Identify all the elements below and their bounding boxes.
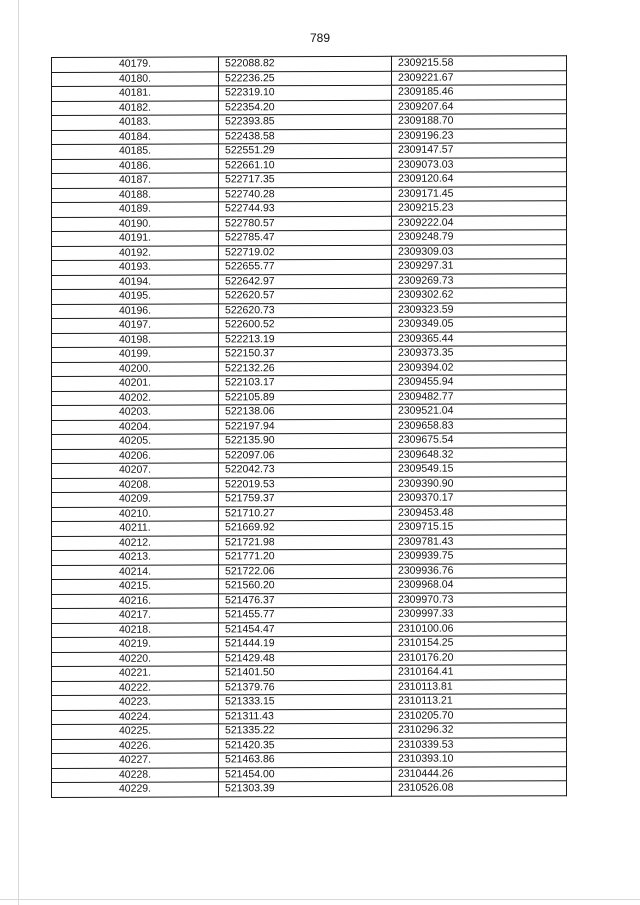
northing-cell: 2309215.23 [392, 201, 567, 216]
northing-cell: 2309373.35 [392, 346, 567, 361]
easting-cell: 522740.28 [219, 187, 392, 202]
point-number-cell: 40216. [52, 593, 219, 608]
northing-cell: 2309215.58 [392, 56, 567, 71]
northing-cell: 2309482.77 [392, 389, 567, 404]
point-number-cell: 40202. [52, 390, 219, 405]
easting-cell: 522042.73 [219, 462, 392, 477]
easting-cell: 521444.19 [219, 636, 392, 651]
northing-cell: 2309997.33 [392, 607, 567, 622]
easting-cell: 522744.93 [219, 201, 392, 216]
easting-cell: 521455.77 [219, 607, 392, 622]
easting-cell: 521722.06 [219, 564, 392, 579]
easting-cell: 521303.39 [219, 781, 392, 796]
point-number-cell: 40201. [52, 376, 219, 391]
northing-cell: 2310164.41 [392, 665, 567, 680]
northing-cell: 2309549.15 [392, 462, 567, 477]
northing-cell: 2309936.76 [392, 563, 567, 578]
easting-cell: 522717.35 [219, 172, 392, 187]
easting-cell: 522642.97 [219, 274, 392, 289]
easting-cell: 522135.90 [219, 433, 392, 448]
point-number-cell: 40183. [52, 115, 219, 130]
easting-cell: 522103.17 [219, 375, 392, 390]
easting-cell: 522105.89 [219, 390, 392, 405]
easting-cell: 522393.85 [219, 114, 392, 129]
easting-cell: 521420.35 [219, 738, 392, 753]
easting-cell: 521721.98 [219, 535, 392, 550]
point-number-cell: 40194. [52, 274, 219, 289]
point-number-cell: 40213. [52, 550, 219, 565]
northing-cell: 2310296.32 [392, 723, 567, 738]
point-number-cell: 40221. [52, 666, 219, 681]
northing-cell: 2309968.04 [392, 578, 567, 593]
point-number-cell: 40200. [52, 361, 219, 376]
point-number-cell: 40220. [52, 651, 219, 666]
northing-cell: 2309207.64 [392, 99, 567, 114]
scan-edge-left [18, 0, 19, 905]
northing-cell: 2309188.70 [392, 114, 567, 129]
northing-cell: 2309297.31 [392, 259, 567, 274]
scan-edge-bottom [0, 899, 640, 900]
easting-cell: 522132.26 [219, 361, 392, 376]
northing-cell: 2309073.03 [392, 157, 567, 172]
northing-cell: 2309196.23 [392, 128, 567, 143]
point-number-cell: 40192. [52, 245, 219, 260]
easting-cell: 521463.86 [219, 752, 392, 767]
easting-cell: 522780.57 [219, 216, 392, 231]
northing-cell: 2310113.81 [392, 679, 567, 694]
easting-cell: 521560.20 [219, 578, 392, 593]
northing-cell: 2309715.15 [392, 520, 567, 535]
northing-cell: 2310526.08 [392, 781, 567, 796]
point-number-cell: 40206. [52, 448, 219, 463]
easting-cell: 522319.10 [219, 85, 392, 100]
northing-cell: 2309675.54 [392, 433, 567, 448]
point-number-cell: 40215. [52, 579, 219, 594]
point-number-cell: 40217. [52, 608, 219, 623]
point-number-cell: 40212. [52, 535, 219, 550]
northing-cell: 2309302.62 [392, 288, 567, 303]
point-number-cell: 40226. [52, 738, 219, 753]
easting-cell: 522236.25 [219, 71, 392, 86]
point-number-cell: 40209. [52, 492, 219, 507]
point-number-cell: 40185. [52, 144, 219, 159]
point-number-cell: 40229. [52, 782, 219, 797]
easting-cell: 522551.29 [219, 143, 392, 158]
northing-cell: 2309323.59 [392, 302, 567, 317]
northing-cell: 2309390.90 [392, 476, 567, 491]
easting-cell: 521311.43 [219, 709, 392, 724]
easting-cell: 522097.06 [219, 448, 392, 463]
easting-cell: 522785.47 [219, 230, 392, 245]
point-number-cell: 40210. [52, 506, 219, 521]
point-number-cell: 40190. [52, 216, 219, 231]
northing-cell: 2309455.94 [392, 375, 567, 390]
point-number-cell: 40224. [52, 709, 219, 724]
point-number-cell: 40193. [52, 260, 219, 275]
point-number-cell: 40228. [52, 767, 219, 782]
point-number-cell: 40181. [52, 86, 219, 101]
easting-cell: 522719.02 [219, 245, 392, 260]
point-number-cell: 40180. [52, 71, 219, 86]
northing-cell: 2309221.67 [392, 70, 567, 85]
northing-cell: 2309269.73 [392, 273, 567, 288]
point-number-cell: 40191. [52, 231, 219, 246]
northing-cell: 2310100.06 [392, 621, 567, 636]
northing-cell: 2309658.83 [392, 418, 567, 433]
northing-cell: 2310393.10 [392, 752, 567, 767]
northing-cell: 2310154.25 [392, 636, 567, 651]
easting-cell: 521429.48 [219, 651, 392, 666]
northing-cell: 2309171.45 [392, 186, 567, 201]
easting-cell: 521454.00 [219, 767, 392, 782]
easting-cell: 522661.10 [219, 158, 392, 173]
point-number-cell: 40187. [52, 173, 219, 188]
northing-cell: 2309147.57 [392, 143, 567, 158]
easting-cell: 521710.27 [219, 506, 392, 521]
northing-cell: 2309781.43 [392, 534, 567, 549]
coordinates-table-body [52, 56, 567, 797]
northing-cell: 2309222.04 [392, 215, 567, 230]
northing-cell: 2310339.53 [392, 737, 567, 752]
easting-cell: 522150.37 [219, 346, 392, 361]
point-number-cell: 40198. [52, 332, 219, 347]
point-number-cell: 40188. [52, 187, 219, 202]
point-number-cell: 40207. [52, 463, 219, 478]
easting-cell: 521476.37 [219, 593, 392, 608]
point-number-cell: 40208. [52, 477, 219, 492]
northing-cell: 2309521.04 [392, 404, 567, 419]
northing-cell: 2309365.44 [392, 331, 567, 346]
point-number-cell: 40222. [52, 680, 219, 695]
point-number-cell: 40219. [52, 637, 219, 652]
point-number-cell: 40182. [52, 100, 219, 115]
easting-cell: 521771.20 [219, 549, 392, 564]
northing-cell: 2310176.20 [392, 650, 567, 665]
table-row [52, 781, 567, 797]
easting-cell: 522197.94 [219, 419, 392, 434]
northing-cell: 2309120.64 [392, 172, 567, 187]
easting-cell: 522600.52 [219, 317, 392, 332]
easting-cell: 521669.92 [219, 520, 392, 535]
easting-cell: 522019.53 [219, 477, 392, 492]
northing-cell: 2309370.17 [392, 491, 567, 506]
northing-cell: 2309349.05 [392, 317, 567, 332]
point-number-cell: 40184. [52, 129, 219, 144]
point-number-cell: 40227. [52, 753, 219, 768]
point-number-cell: 40214. [52, 564, 219, 579]
easting-cell: 521333.15 [219, 694, 392, 709]
point-number-cell: 40218. [52, 622, 219, 637]
easting-cell: 522354.20 [219, 100, 392, 115]
northing-cell: 2310205.70 [392, 708, 567, 723]
point-number-cell: 40197. [52, 318, 219, 333]
northing-cell: 2309309.03 [392, 244, 567, 259]
point-number-cell: 40203. [52, 405, 219, 420]
point-number-cell: 40225. [52, 724, 219, 739]
easting-cell: 522620.57 [219, 288, 392, 303]
page-number: 789 [309, 31, 331, 45]
easting-cell: 521379.76 [219, 680, 392, 695]
easting-cell: 522213.19 [219, 332, 392, 347]
northing-cell: 2309394.02 [392, 360, 567, 375]
northing-cell: 2309185.46 [392, 85, 567, 100]
coordinates-table [51, 55, 567, 797]
point-number-cell: 40199. [52, 347, 219, 362]
point-number-cell: 40204. [52, 419, 219, 434]
northing-cell: 2310113.21 [392, 694, 567, 709]
easting-cell: 521401.50 [219, 665, 392, 680]
point-number-cell: 40195. [52, 289, 219, 304]
northing-cell: 2309453.48 [392, 505, 567, 520]
northing-cell: 2310444.26 [392, 766, 567, 781]
point-number-cell: 40205. [52, 434, 219, 449]
point-number-cell: 40189. [52, 202, 219, 217]
easting-cell: 522138.06 [219, 404, 392, 419]
point-number-cell: 40179. [52, 57, 219, 72]
easting-cell: 521759.37 [219, 491, 392, 506]
easting-cell: 521335.22 [219, 723, 392, 738]
northing-cell: 2309648.32 [392, 447, 567, 462]
easting-cell: 521454.47 [219, 622, 392, 637]
point-number-cell: 40223. [52, 695, 219, 710]
northing-cell: 2309248.79 [392, 230, 567, 245]
point-number-cell: 40211. [52, 521, 219, 536]
point-number-cell: 40186. [52, 158, 219, 173]
northing-cell: 2309939.75 [392, 549, 567, 564]
point-number-cell: 40196. [52, 303, 219, 318]
easting-cell: 522620.73 [219, 303, 392, 318]
northing-cell: 2309970.73 [392, 592, 567, 607]
easting-cell: 522088.82 [219, 56, 392, 71]
easting-cell: 522438.58 [219, 129, 392, 144]
easting-cell: 522655.77 [219, 259, 392, 274]
